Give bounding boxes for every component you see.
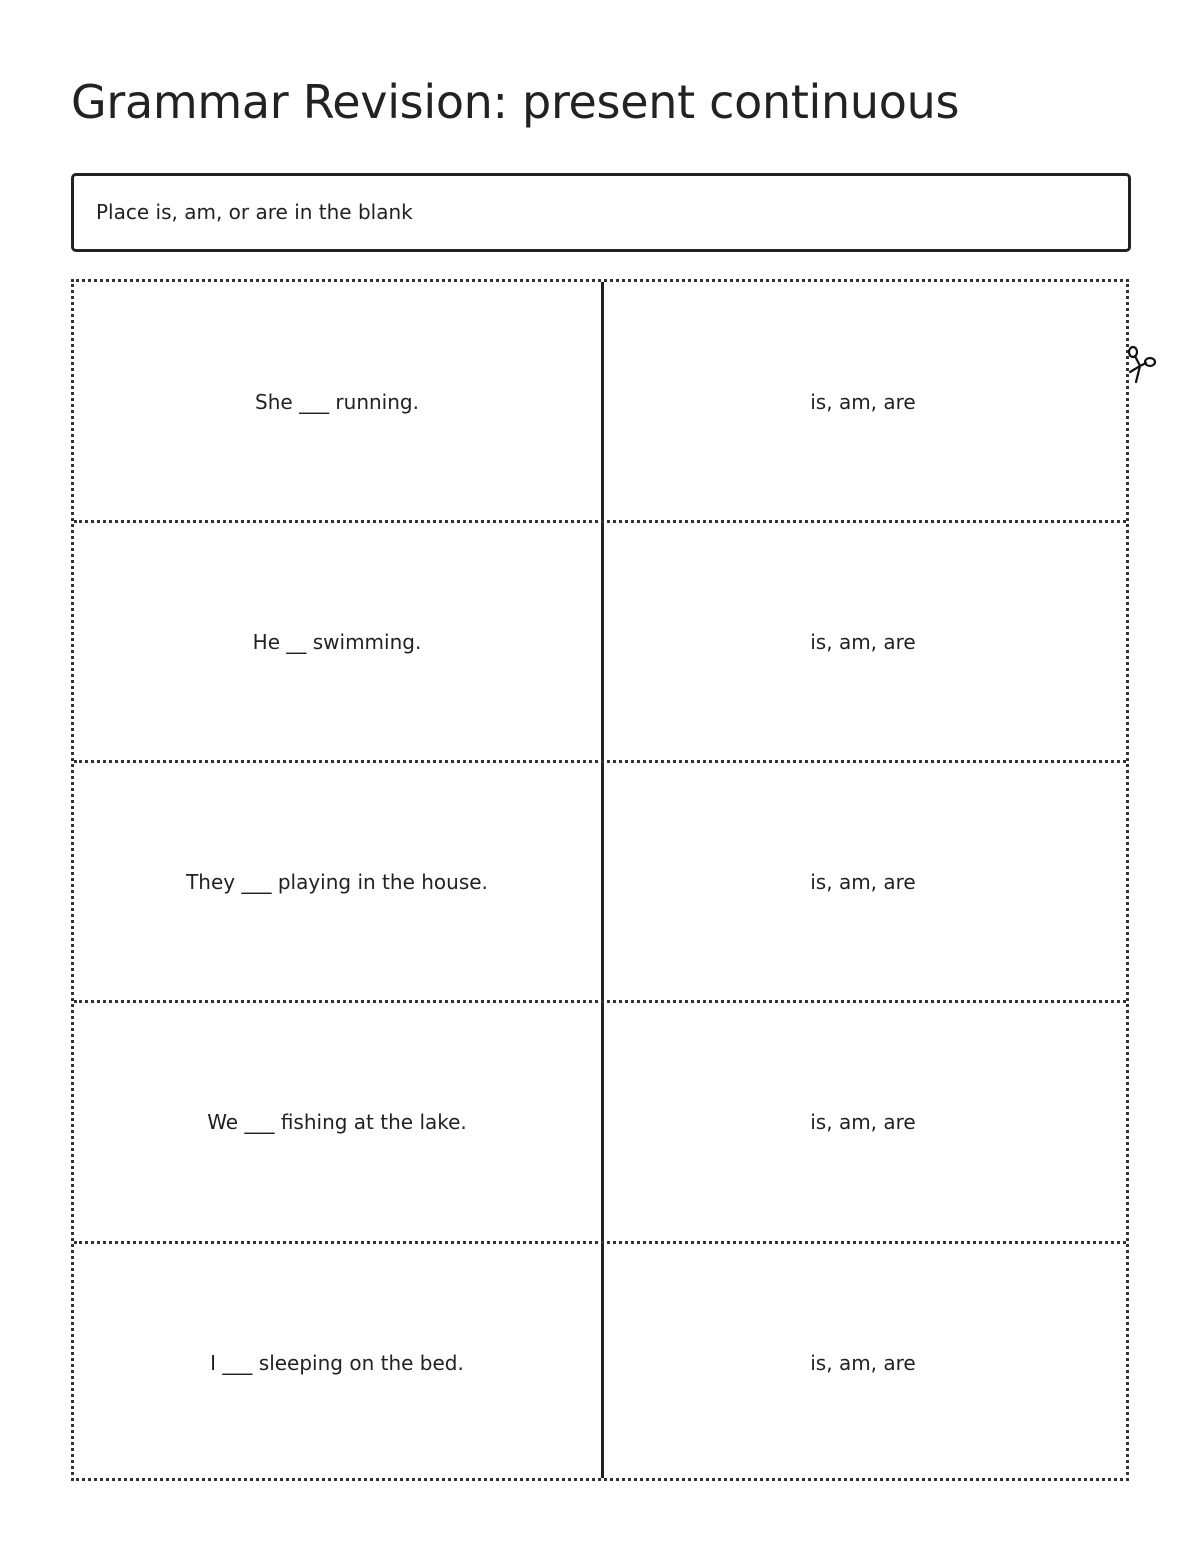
instruction-box [71, 173, 1131, 252]
options-cell: is, am, are [810, 1110, 916, 1134]
scissors-icon [1122, 342, 1162, 386]
sentence-cell: She ___ running. [255, 390, 419, 414]
table-row [74, 522, 1126, 762]
cut-out-grid [71, 279, 1129, 1481]
table-row [74, 282, 1126, 522]
options-cell: is, am, are [810, 1351, 916, 1375]
instruction-text: Place is, am, or are in the blank [96, 200, 413, 224]
options-cell: is, am, are [810, 630, 916, 654]
table-row [74, 1243, 1126, 1483]
sentence-cell: We ___ fishing at the lake. [207, 1110, 467, 1134]
sentence-cell: They ___ playing in the house. [186, 870, 488, 894]
options-cell: is, am, are [810, 870, 916, 894]
options-cell: is, am, are [810, 390, 916, 414]
sentence-cell: I ___ sleeping on the bed. [210, 1351, 464, 1375]
table-row [74, 762, 1126, 1002]
page-title: Grammar Revision: present continuous [71, 75, 960, 129]
table-row [74, 1002, 1126, 1242]
sentence-cell: He __ swimming. [252, 630, 422, 654]
